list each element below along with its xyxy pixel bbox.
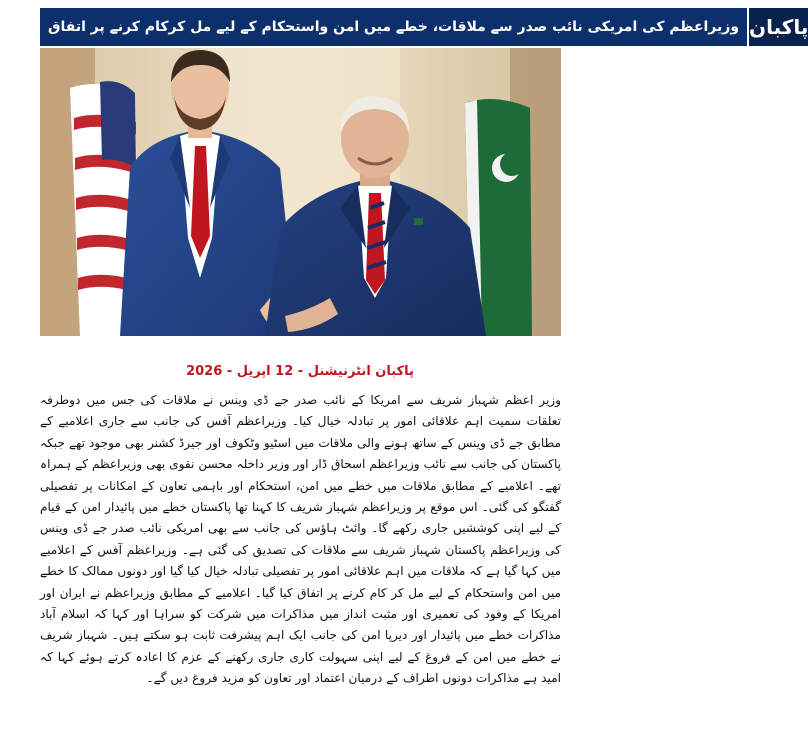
article-body: وزیر اعظم شہباز شریف سے امریکا کے نائب صدر جے ڈی وینس نے ملاقات کی جس میں دوطرفہ تعلقات سمیت اہم علاقائی امور پر تبادلہ خیال کیا۔ وزیراعظم آفس کی جانب سے جاری اعلامیے کے مطابق جے ڈی وینس کے ساتھ ہونے والی ملاقات میں اسٹیو وٹکوف اور جیرڈ کشنر بھی موجود تھے جبکہ پاکستان کی جانب سے نائب وزیراعظم اسحاق ڈار اور وزیر داخلہ محسن نقوی بھی وزیراعظم کے ہمراہ تھے۔ اعلامیے کے مطابق ملاقات میں خطے میں امن، استحکام اور باہمی تعاون کے امکانات پر تفصیلی گفتگو کی گئی۔ اس موقع پر وزیراعظم شہباز شریف کا کہنا تھا پاکستان خطے میں پائیدار امن کے قیام کے لیے اپنی کوششیں جاری رکھے گا۔ وائٹ ہاؤس کی جانب سے بھی امریکی نائب صدر جے ڈی وینس کی وزیراعظم پاکستان شہباز شریف سے ملاقات کی تصدیق کی گئی ہے۔ وزیراعظم آفس کے اعلامیے میں کہا گیا ہے کہ ملاقات میں اہم علاقائی امور پر تفصیلی تبادلہ خیال کیا گیا اور دونوں ممالک کا خطے میں امن واستحکام کے لیے مل کر کام کرنے پر اتفاق کیا گیا۔ اعلامیے کے مطابق وزیراعظم نے ایران اور امریکا کے وفود کی تعمیری اور مثبت انداز میں مذاکرات میں شرکت کو سراہا اور کہا کہ اسلام آباد مذاکرات خطے میں پائیدار اور دیرپا امن کی جانب ایک اہم پیشرفت ثابت ہو سکتے ہیں۔ شہباز شریف نے خطے میں امن کے فروغ کے لیے اپنی سہولت کاری جاری رکھنے کے عزم کا اعادہ کرتے ہوئے کہا کہ امید ہے مذاکرات دونوں اطراف کے درمیان اعتماد اور تعاون کو مزید فروغ دیں گے۔: [40, 393, 561, 686]
news-photo: [40, 48, 561, 336]
headline-text: وزیراعظم کی امریکی نائب صدر سے ملاقات، خطے میں امن واستحکام کے لیے مل کرکام کرنے پر اتفاق: [40, 8, 747, 46]
headline-banner: [40, 8, 808, 46]
dateline: پاکبان انٹرنیشنل - 12 اپریل - 2026: [186, 364, 414, 379]
brand-logo: پاکبان: [747, 8, 808, 46]
